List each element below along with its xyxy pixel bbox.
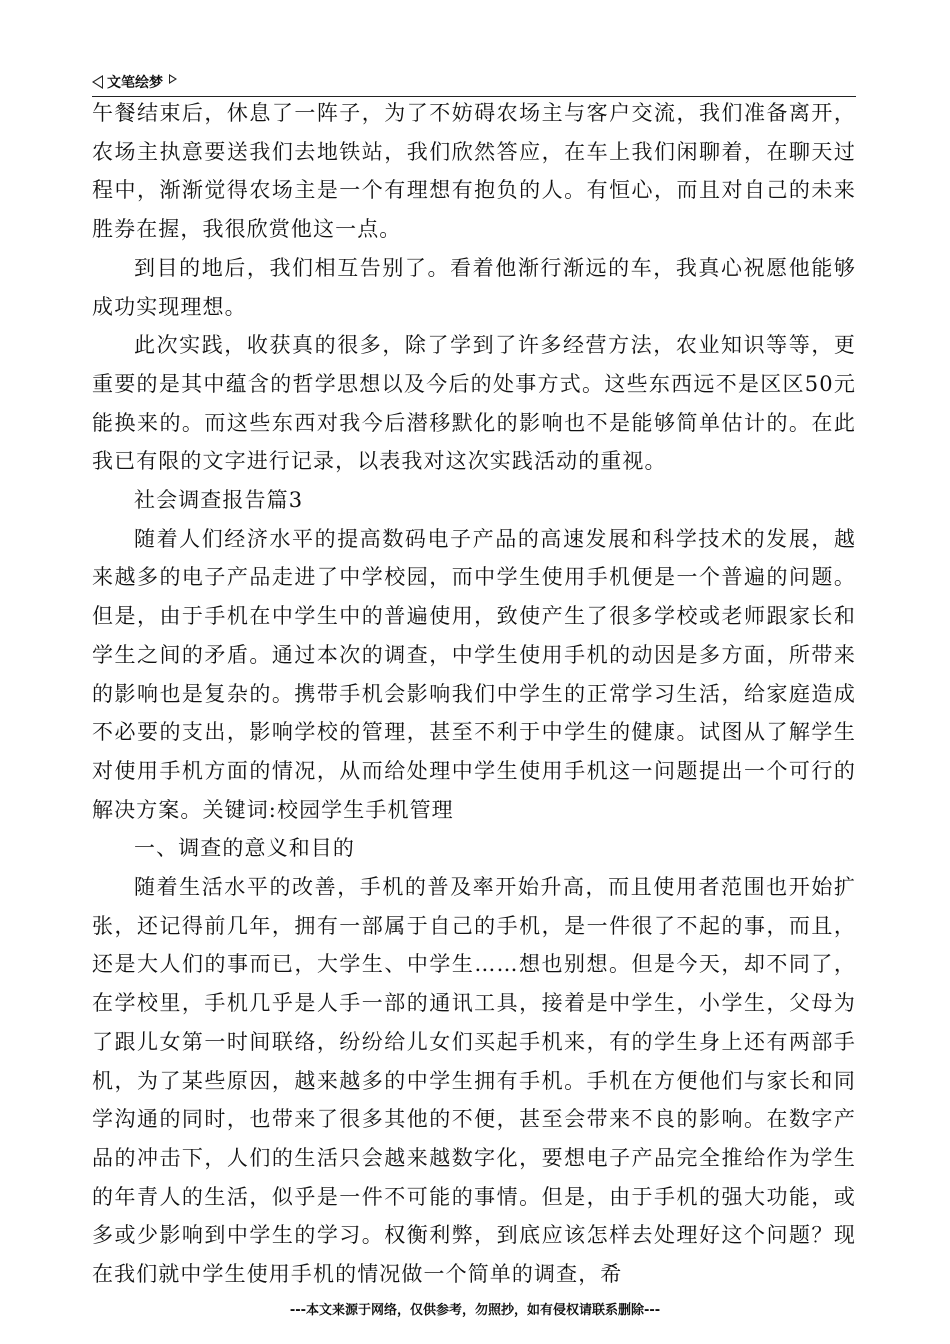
paragraph-practice-reflection: 此次实践，收获真的很多，除了学到了许多经营方法，农业知识等等，更重要的是其中蕴含的哲学思想以及今后的处事方式。这些东西远不是区区50元能换来的。而这些东西对我今后潜移默化的影响也不是能够简单估计的。在此我已有限的文字进行记录，以表我对这次实践活动的重视。 [92,333,856,474]
page-footer: ---本文来源于网络，仅供参考，勿照抄，如有侵权请联系删除--- [289,1303,661,1318]
section-title-report-3: 社会调查报告篇3 [134,488,304,513]
left-triangle-icon [92,75,103,89]
page-header [92,70,856,97]
document-body [92,94,856,1294]
paragraph-farewell: 到目的地后，我们相互告别了。看着他渐行渐远的车，我真心祝愿他能够成功实现理想。 [92,255,856,319]
paragraph-continuation: 午餐结束后，休息了一阵子，为了不妨碍农场主与客户交流，我们准备离开，农场主执意要送我们去地铁站，我们欣然答应，在车上我们闲聊着，在聊天过程中，渐渐觉得农场主是一个有理想有抱负的人。有恒心，而且对自己的未来胜券在握，我很欣赏他这一点。 [92,101,856,242]
paragraph-background: 随着生活水平的改善，手机的普及率开始升高，而且使用者范围也开始扩张，还记得前几年，拥有一部属于自己的手机，是一件很了不起的事，而且，还是大人们的事而已，大学生、中学生……想也别想。但是今天，却不同了，在学校里，手机几乎是人手一部的通讯工具，接着是中学生，小学生，父母为了跟儿女第一时间联络，纷纷给儿女们买起手机来，有的学生身上还有两部手机，为了某些原因，越来越多的中学生拥有手机。手机在方便他们与家长和同学沟通的同时，也带来了很多其他的不便，甚至会带来不良的影响。在数字产品的冲击下，人们的生活只会越来越数字化，要想电子产品完全推给作为学生的年青人的生活，似乎是一件不可能的事情。但是，由于手机的强大功能，或多或少影响到中学生的学习。权衡利弊，到底应该怎样去处理好这个问题？现在我们就中学生使用手机的情况做一个简单的调查，希 [92,875,856,1287]
right-triangle-icon [169,74,177,84]
paragraph-abstract: 随着人们经济水平的提高数码电子产品的高速发展和科学技术的发展，越来越多的电子产品走进了中学校园，而中学生使用手机便是一个普遍的问题。但是，由于手机在中学生中的普遍使用，致使产生了很多学校或老师跟家长和学生之间的矛盾。通过本次的调查，中学生使用手机的动因是多方面，所带来的影响也是复杂的。携带手机会影响我们中学生的正常学习生活，给家庭造成不必要的支出，影响学校的管理，甚至不利于中学生的健康。试图从了解学生对使用手机方面的情况，从而给处理中学生使用手机这一问题提出一个可行的解决方案。关键词:校园学生手机管理 [92,526,856,822]
section-heading-purpose: 一、调查的意义和目的 [134,836,355,861]
header-brand [92,72,177,92]
brand-text: 文笔绘梦 [107,75,163,91]
